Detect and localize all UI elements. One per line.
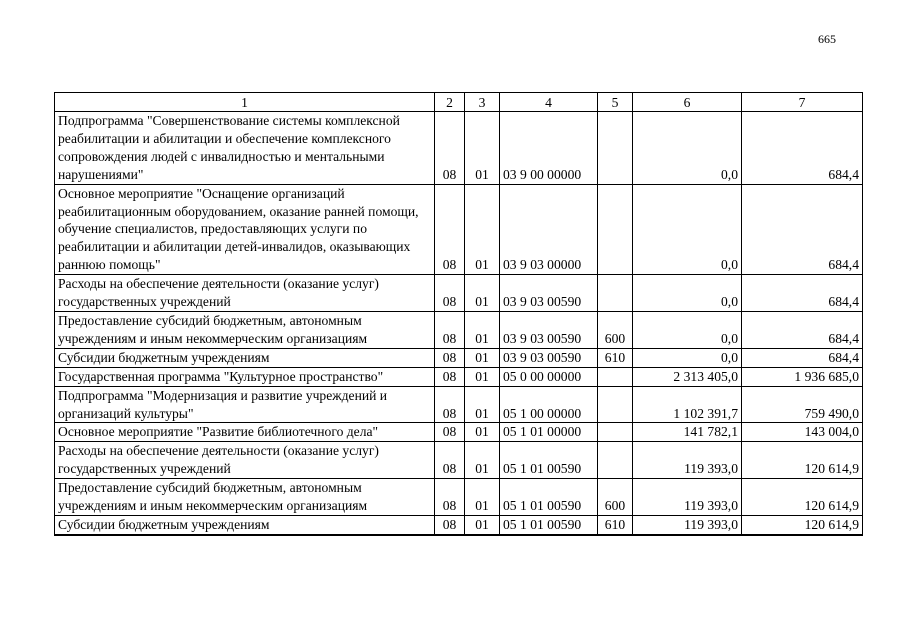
row-target-article: 03 9 03 00590 xyxy=(500,348,598,367)
row-expense-type xyxy=(598,442,633,479)
row-target-article: 03 9 00 00000 xyxy=(500,112,598,185)
row-section: 08 xyxy=(435,311,465,348)
row-name: Предоставление субсидий бюджетным, автономным учреждениям и иным некоммерческим организациям xyxy=(55,479,435,516)
row-section: 08 xyxy=(435,386,465,423)
row-section: 08 xyxy=(435,184,465,275)
row-section: 08 xyxy=(435,367,465,386)
row-subsection: 01 xyxy=(465,112,500,185)
row-subsection: 01 xyxy=(465,386,500,423)
row-sum-column-6: 119 393,0 xyxy=(633,479,742,516)
row-name: Основное мероприятие "Развитие библиотечного дела" xyxy=(55,423,435,442)
row-sum-column-7: 684,4 xyxy=(742,348,863,367)
column-header-7: 7 xyxy=(742,93,863,112)
row-sum-column-7: 120 614,9 xyxy=(742,479,863,516)
row-target-article: 05 1 00 00000 xyxy=(500,386,598,423)
row-name: Подпрограмма "Модернизация и развитие учреждений и организаций культуры" xyxy=(55,386,435,423)
row-sum-column-7: 684,4 xyxy=(742,184,863,275)
row-sum-column-7: 684,4 xyxy=(742,311,863,348)
row-sum-column-6: 0,0 xyxy=(633,275,742,312)
row-expense-type xyxy=(598,275,633,312)
column-header-5: 5 xyxy=(598,93,633,112)
table-row xyxy=(55,367,863,386)
table-row xyxy=(55,423,863,442)
row-expense-type xyxy=(598,367,633,386)
row-sum-column-6: 2 313 405,0 xyxy=(633,367,742,386)
table-row xyxy=(55,479,863,516)
row-sum-column-7: 120 614,9 xyxy=(742,442,863,479)
row-sum-column-7: 759 490,0 xyxy=(742,386,863,423)
row-target-article: 05 1 01 00590 xyxy=(500,479,598,516)
row-expense-type: 600 xyxy=(598,479,633,516)
row-subsection: 01 xyxy=(465,275,500,312)
row-name: Основное мероприятие "Оснащение организаций реабилитационным оборудованием, оказание ранней помощи, обучение специалистов, предоставляющих услуги по реабилитации и абилитации детей-инвалидов, оказывающих раннюю помощь" xyxy=(55,184,435,275)
row-name: Предоставление субсидий бюджетным, автономным учреждениям и иным некоммерческим организациям xyxy=(55,311,435,348)
table-row xyxy=(55,311,863,348)
row-section: 08 xyxy=(435,423,465,442)
budget-table xyxy=(54,92,863,536)
row-name: Субсидии бюджетным учреждениям xyxy=(55,348,435,367)
row-target-article: 05 0 00 00000 xyxy=(500,367,598,386)
column-header-4: 4 xyxy=(500,93,598,112)
row-section: 08 xyxy=(435,275,465,312)
row-section: 08 xyxy=(435,112,465,185)
row-target-article: 03 9 03 00590 xyxy=(500,275,598,312)
row-section: 08 xyxy=(435,348,465,367)
page-number: 665 xyxy=(818,32,836,46)
row-subsection: 01 xyxy=(465,423,500,442)
row-expense-type: 610 xyxy=(598,515,633,534)
row-expense-type: 600 xyxy=(598,311,633,348)
row-target-article: 03 9 03 00000 xyxy=(500,184,598,275)
table-row xyxy=(55,112,863,185)
row-expense-type xyxy=(598,423,633,442)
row-target-article: 05 1 01 00000 xyxy=(500,423,598,442)
row-target-article: 05 1 01 00590 xyxy=(500,515,598,534)
column-header-3: 3 xyxy=(465,93,500,112)
row-subsection: 01 xyxy=(465,184,500,275)
row-sum-column-6: 1 102 391,7 xyxy=(633,386,742,423)
column-header-6: 6 xyxy=(633,93,742,112)
row-sum-column-6: 119 393,0 xyxy=(633,442,742,479)
row-subsection: 01 xyxy=(465,311,500,348)
table-row xyxy=(55,348,863,367)
row-subsection: 01 xyxy=(465,348,500,367)
row-expense-type xyxy=(598,112,633,185)
row-subsection: 01 xyxy=(465,367,500,386)
row-sum-column-7: 120 614,9 xyxy=(742,515,863,534)
row-expense-type: 610 xyxy=(598,348,633,367)
row-subsection: 01 xyxy=(465,515,500,534)
column-header-1: 1 xyxy=(55,93,435,112)
row-target-article: 03 9 03 00590 xyxy=(500,311,598,348)
row-sum-column-6: 0,0 xyxy=(633,112,742,185)
row-name: Расходы на обеспечение деятельности (оказание услуг) государственных учреждений xyxy=(55,275,435,312)
row-sum-column-6: 0,0 xyxy=(633,348,742,367)
column-header-2: 2 xyxy=(435,93,465,112)
table-row xyxy=(55,275,863,312)
row-sum-column-7: 1 936 685,0 xyxy=(742,367,863,386)
row-sum-column-7: 684,4 xyxy=(742,112,863,185)
row-name: Расходы на обеспечение деятельности (оказание услуг) государственных учреждений xyxy=(55,442,435,479)
table-row xyxy=(55,515,863,534)
table-row xyxy=(55,184,863,275)
row-section: 08 xyxy=(435,479,465,516)
row-name: Субсидии бюджетным учреждениям xyxy=(55,515,435,534)
row-subsection: 01 xyxy=(465,442,500,479)
row-expense-type xyxy=(598,386,633,423)
row-name: Государственная программа "Культурное пространство" xyxy=(55,367,435,386)
row-sum-column-7: 684,4 xyxy=(742,275,863,312)
row-sum-column-6: 0,0 xyxy=(633,184,742,275)
table-row xyxy=(55,386,863,423)
row-target-article: 05 1 01 00590 xyxy=(500,442,598,479)
table-row xyxy=(55,442,863,479)
row-sum-column-6: 141 782,1 xyxy=(633,423,742,442)
row-sum-column-7: 143 004,0 xyxy=(742,423,863,442)
row-sum-column-6: 119 393,0 xyxy=(633,515,742,534)
row-name: Подпрограмма "Совершенствование системы комплексной реабилитации и абилитации и обеспечение комплексного сопровождения людей с инвалидностью и ментальными нарушениями" xyxy=(55,112,435,185)
row-section: 08 xyxy=(435,442,465,479)
row-subsection: 01 xyxy=(465,479,500,516)
row-expense-type xyxy=(598,184,633,275)
row-sum-column-6: 0,0 xyxy=(633,311,742,348)
header-row xyxy=(55,93,863,112)
row-section: 08 xyxy=(435,515,465,534)
